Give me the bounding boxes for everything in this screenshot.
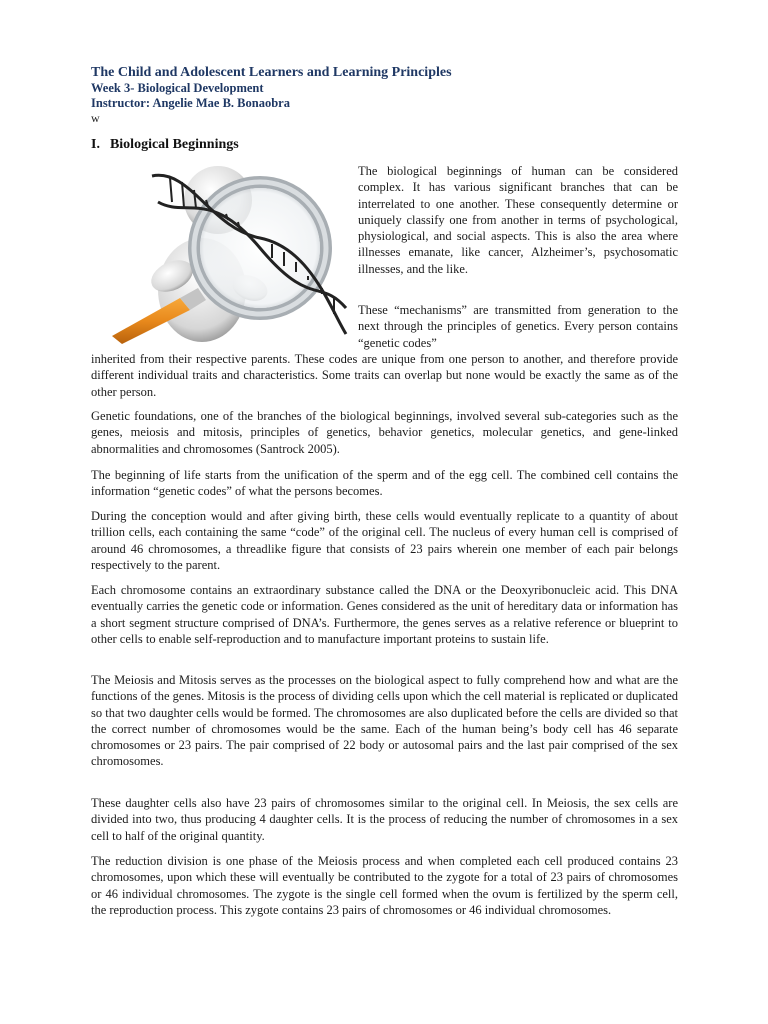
instructor-label: Instructor: Angelie Mae B. Bonaobra	[91, 96, 290, 110]
paragraph-chromosome-dna: Each chromosome contains an extraordinary substance called the DNA or the Deoxyribonucleic acid. This DNA eventually carries the genetic code or information. Genes considered as the unit of hereditary data or information has a short segment structure comprised of DNA’s. Furthermore, the genes serves as a relative reference or blueprint to other cells to enable self-reproduction and to manufacture important proteins to sustain life.	[91, 583, 678, 646]
document-title: The Child and Adolescent Learners and Learning Principles	[91, 65, 452, 80]
stray-character: w	[91, 111, 100, 125]
paragraph-reduction-division: The reduction division is one phase of the Meiosis process and when completed each cell produced contains 23 chromosomes, upon which these will eventually be contributed to the zygote for a total of 23 pairs of chromosomes or 46 individual chromosomes. The zygote is the single cell formed when the ovum is fertilized by the sperm cell, the reproduction process. This zygote contains 23 pairs of chromosomes or 46 individual chromosomes.	[91, 854, 678, 917]
paragraph-mechanisms-intro: These “mechanisms” are transmitted from generation to the next through the principles of genetics. Every person contains “genetic codes”	[358, 303, 678, 350]
paragraph-genetic-foundations: Genetic foundations, one of the branches of the biological beginnings, involved several sub-categories such as the genes, meiosis and mitosis, principles of genetics, behavior genetics, molecular genetics, and gene-linked abnormalities and chromosomes (Santrock 2005).	[91, 409, 678, 456]
paragraph-meiosis-mitosis: The Meiosis and Mitosis serves as the processes on the biological aspect to fully comprehend how and what are the functions of the genes. Mitosis is the process of dividing cells upon which the cell material is replicated or duplicated so that two daughter cells would be formed. The chromosomes are also duplicated before the cells are divided so that the correct number of chromosomes would be the same. Each of the human being’s body cell has 46 separate chromosomes or 23 pairs. The pair comprised of 22 body or autosomal pairs and the last pair comprised of the sex chromosomes.	[91, 673, 678, 769]
paragraph-beginning-of-life: The beginning of life starts from the unification of the sperm and of the egg cell. The combined cell contains the information “genetic codes” of what the persons becomes.	[91, 468, 678, 499]
paragraph-daughter-cells: These daughter cells also have 23 pairs of chromosomes similar to the original cell. In Meiosis, the sex cells are divided into two, thus producing 4 daughter cells. It is the process of reducing the number of chromosomes in a sex cell to half of the original quantity.	[91, 796, 678, 843]
paragraph-conception: During the conception would and after giving birth, these cells would eventually replicate to a quantity of about trillion cells, each containing the same “code” of the original cell. The nucleus of every human cell is comprised of around 46 chromosomes, a threadlike figure that consists of 23 pairs wherein one member of each pair belongs respectively to the parent.	[91, 509, 678, 572]
document-header	[91, 65, 691, 125]
section-number: I.	[91, 137, 100, 152]
week-label: Week 3- Biological Development	[91, 81, 264, 95]
section-heading	[91, 137, 239, 153]
dna-magnifier-illustration	[110, 158, 350, 344]
paragraph-mechanisms-continued: inherited from their respective parents. These codes are unique from one person to another, and therefore provide different individual traits and characteristics. Some traits can overlap but none would be exactly the same as of the other person.	[91, 352, 678, 399]
paragraph-biological-beginnings: The biological beginnings of human can be considered complex. It has various significant branches that can be interrelated to one another. These consequently determine or uniquely classify one from another in terms of psychological, physiological, and social aspects. This is also the area where illnesses emanate, like cancer, Alzheimer’s, psychosomatic illnesses, and the like.	[358, 164, 678, 276]
section-title: Biological Beginnings	[109, 137, 239, 152]
